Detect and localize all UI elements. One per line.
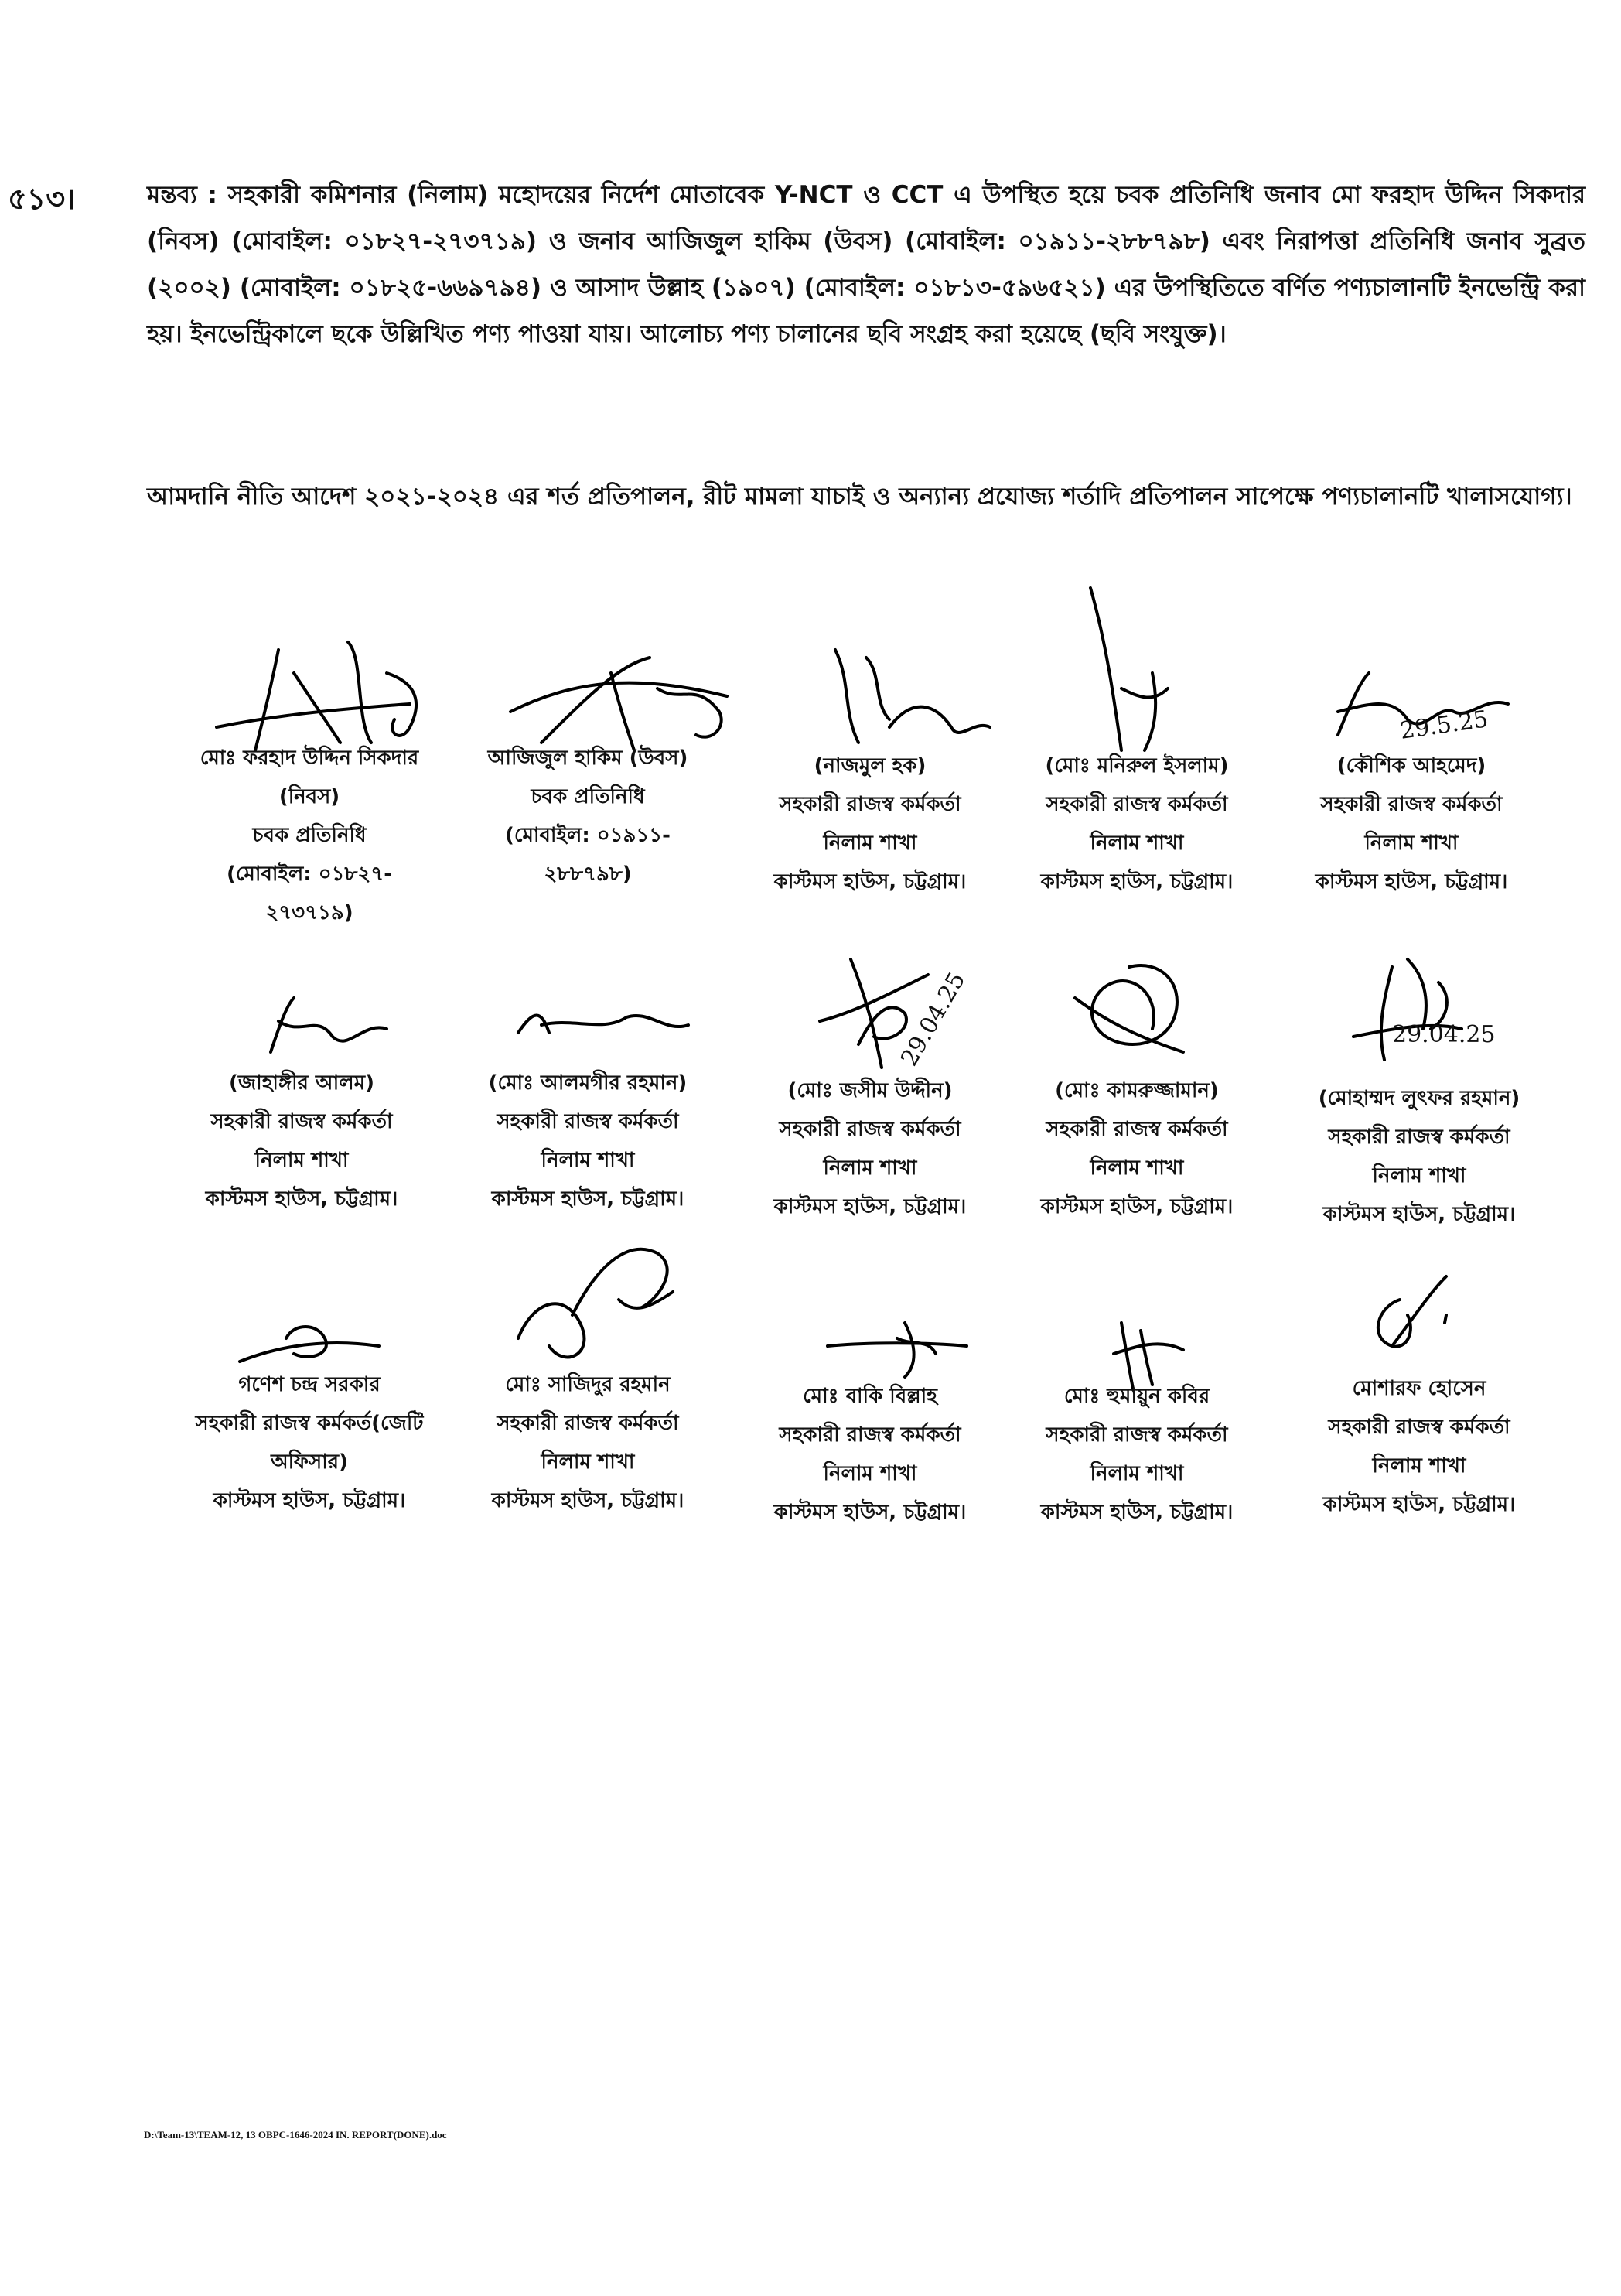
- signatory-block-13: [731, 1377, 1009, 1532]
- signatory-block-5: [1272, 747, 1551, 901]
- signatory-line: সহকারী রাজস্ব কর্মকর্তা: [210, 1110, 393, 1133]
- signatory-line: কাস্টমস হাউস, চট্টগ্রাম।: [1322, 1203, 1516, 1226]
- signature-9: [1060, 952, 1199, 1068]
- signatory-line: নিলাম শাখা: [1090, 1462, 1184, 1485]
- signatory-name: (মোঃ কামরুজ্জামান): [1055, 1079, 1219, 1102]
- signatory-line: কাস্টমস হাউস, চট্টগ্রাম।: [1040, 870, 1234, 893]
- signatory-line: নিলাম শাখা: [823, 1462, 917, 1485]
- signatory-name: আজিজুল হাকিম (উবস): [487, 747, 688, 770]
- signatory-line: চবক প্রতিনিধি: [531, 785, 645, 808]
- signatory-line: কাস্টমস হাউস, চট্টগ্রাম।: [1040, 1501, 1234, 1524]
- signatory-line: সহকারী রাজস্ব কর্মকর্তা: [779, 1423, 961, 1447]
- signature-10: [1346, 952, 1469, 1068]
- signatory-line: ২৭৩৭১৯): [265, 901, 353, 924]
- signatory-line: সহকারী রাজস্ব কর্মকর্তা: [1328, 1416, 1510, 1439]
- signatory-line: নিলাম শাখা: [1372, 1454, 1466, 1478]
- signatory-line: অফিসার): [271, 1450, 348, 1474]
- signatory-line: কাস্টমস হাউস, চট্টগ্রাম।: [213, 1489, 406, 1512]
- signatory-block-14: [998, 1377, 1276, 1532]
- signatory-line: কাস্টমস হাউস, চট্টগ্রাম।: [773, 1195, 967, 1218]
- signatory-block-9: [998, 1071, 1276, 1226]
- signatory-block-1: [170, 739, 449, 932]
- signatory-line: নিলাম শাখা: [823, 832, 917, 855]
- signature-4: [1075, 580, 1183, 758]
- signatory-block-11: [170, 1365, 449, 1520]
- signatory-line: (মোবাইল: ০১৮২৭-: [226, 863, 392, 886]
- signatory-line: কাস্টমস হাউস, চট্টগ্রাম।: [1040, 1195, 1234, 1218]
- signatory-line: নিলাম শাখা: [254, 1149, 349, 1172]
- signatory-line: নিলাম শাখা: [1372, 1164, 1466, 1187]
- signatory-line: কাস্টমস হাউস, চট্টগ্রাম।: [205, 1187, 398, 1211]
- signature-13: [820, 1315, 974, 1385]
- signatory-line: নিলাম শাখা: [1090, 1157, 1184, 1180]
- signatory-name: মোঃ হুমায়ুন কবির: [1063, 1385, 1210, 1408]
- signatory-line: সহকারী রাজস্ব কর্মকর্তা: [1046, 793, 1228, 816]
- signatory-line: সহকারী রাজস্ব কর্মকর্তা: [1046, 1423, 1228, 1447]
- signatory-line: সহকারী রাজস্ব কর্মকর্তা: [779, 1118, 961, 1141]
- signatory-line: নিলাম শাখা: [541, 1450, 635, 1474]
- signatory-block-6: [162, 1064, 441, 1218]
- signatory-block-8: [731, 1071, 1009, 1226]
- signatory-name: মোশারফ হোসেন: [1352, 1377, 1486, 1400]
- signatory-block-3: [731, 747, 1009, 901]
- item-number: ৫১৩।: [8, 182, 76, 216]
- file-path-footer: D:\Team-13\TEAM-12, 13 OBPC-1646-2024 IN. REPORT(DONE).doc: [144, 2129, 447, 2141]
- signatory-line: কাস্টমস হাউস, চট্টগ্রাম।: [773, 1501, 967, 1524]
- signatory-line: ২৮৮৭৯৮): [544, 863, 632, 886]
- signatory-block-10: [1280, 1079, 1558, 1234]
- signatory-name: (মোঃ মনিরুল ইসলাম): [1045, 754, 1229, 777]
- signatory-line: কাস্টমস হাউস, চট্টগ্রাম।: [1315, 870, 1508, 893]
- clearance-paragraph: আমদানি নীতি আদেশ ২০২১-২০২৪ এর শর্ত প্রতিপালন, রীট মামলা যাচাই ও অন্যান্য প্রযোজ্য শর্তাদি প্রতিপালন সাপেক্ষে পণ্যচালানটি খালাসযোগ্য।: [147, 483, 1572, 511]
- signatory-line: সহকারী রাজস্ব কর্মকর্তা: [1320, 793, 1503, 816]
- signatory-line: চবক প্রতিনিধি: [252, 824, 367, 847]
- signatory-line: সহকারী রাজস্ব কর্মকর্তা: [1328, 1126, 1510, 1149]
- signatory-name: গণেশ চন্দ্র সরকার: [238, 1373, 381, 1396]
- signatory-line: সহকারী রাজস্ব কর্মকর্তা: [497, 1110, 679, 1133]
- signatory-name: মোঃ ফরহাদ উদ্দিন সিকদার: [200, 747, 419, 770]
- signature-date: 29.04.25: [896, 967, 971, 1071]
- remarks-paragraph: মন্তব্য : সহকারী কমিশনার (নিলাম) মহোদয়ের নির্দেশ মোতাবেক Y-NCT ও CCT এ উপস্থিত হয়ে চবক প্রতিনিধি জনাব মো ফরহাদ উদ্দিন সিকদার (নিবস) (মোবাইল: ০১৮২৭-২৭৩৭১৯) ও জনাব আজিজুল হাকিম (উবস) (মোবাইল: ০১৯১১-২৮৮৭৯৮) এবং নিরাপত্তা প্রতিনিধি জনাব সুব্রত (২০০২) (মোবাইল: ০১৮২৫-৬৬৯৭৯৪) ও আসাদ উল্লাহ (১৯০৭) (মোবাইল: ০১৮১৩-৫৯৬৫২১) এর উপস্থিতিতে বর্ণিত পণ্যচালানটি ইনভেন্ট্রি করা হয়। ইনভেন্ট্রিকালে ছকে উল্লিখিত পণ্য পাওয়া যায়। আলোচ্য পণ্য চালানের ছবি সংগ্রহ করা হয়েছে (ছবি সংযুক্ত)।: [147, 181, 1586, 348]
- signatory-name: (মোহাম্মদ লুৎফর রহমান): [1318, 1087, 1520, 1110]
- signatory-name: মোঃ সাজিদুর রহমান: [505, 1373, 671, 1396]
- signatory-name: মোঃ বাকি বিল্লাহ: [803, 1385, 937, 1408]
- signature-15: [1353, 1269, 1462, 1362]
- signature-date: 29.04.25: [1392, 1021, 1496, 1048]
- signatory-block-4: [998, 747, 1276, 901]
- signatory-line: কাস্টমস হাউস, চট্টগ্রাম।: [491, 1187, 684, 1211]
- signatory-line: সহকারী রাজস্ব কর্মকর্তা: [1046, 1118, 1228, 1141]
- signatory-line: নিলাম শাখা: [541, 1149, 635, 1172]
- signatory-line: কাস্টমস হাউস, চট্টগ্রাম।: [491, 1489, 684, 1512]
- signatory-block-12: [449, 1365, 727, 1520]
- signature-7: [510, 994, 696, 1048]
- signatory-line: নিলাম শাখা: [823, 1157, 917, 1180]
- signature-date: 29.5.25: [1398, 706, 1490, 745]
- signatory-block-2: [449, 739, 727, 893]
- signatory-line: কাস্টমস হাউস, চট্টগ্রাম।: [1322, 1493, 1516, 1516]
- signatory-line: (মোবাইল: ০১৯১১-: [505, 824, 671, 847]
- signatory-line: সহকারী রাজস্ব কর্মকর্তা: [497, 1412, 679, 1435]
- signatory-line: কাস্টমস হাউস, চট্টগ্রাম।: [773, 870, 967, 893]
- signatory-block-7: [449, 1064, 727, 1218]
- signatory-name: (নাজমুল হক): [814, 754, 927, 777]
- signatory-name: (কৌশিক আহমেদ): [1336, 754, 1486, 777]
- signatory-name: (মোঃ জসীম উদ্দীন): [787, 1079, 953, 1102]
- signatory-line: সহকারী রাজস্ব কর্মকর্তা: [779, 793, 961, 816]
- signature-6: [255, 990, 394, 1060]
- signatory-line: সহকারী রাজস্ব কর্মকর্ত(জেটি: [195, 1412, 424, 1435]
- signatory-line: (নিবস): [278, 785, 340, 808]
- signature-3: [812, 634, 998, 750]
- signature-12: [503, 1222, 688, 1377]
- signatory-name: (জাহাঙ্গীর আলম): [229, 1071, 374, 1095]
- signatory-name: (মোঃ আলমগীর রহমান): [488, 1071, 688, 1095]
- signatory-line: নিলাম শাখা: [1364, 832, 1459, 855]
- signatory-line: নিলাম শাখা: [1090, 832, 1184, 855]
- signatory-block-15: [1280, 1369, 1558, 1524]
